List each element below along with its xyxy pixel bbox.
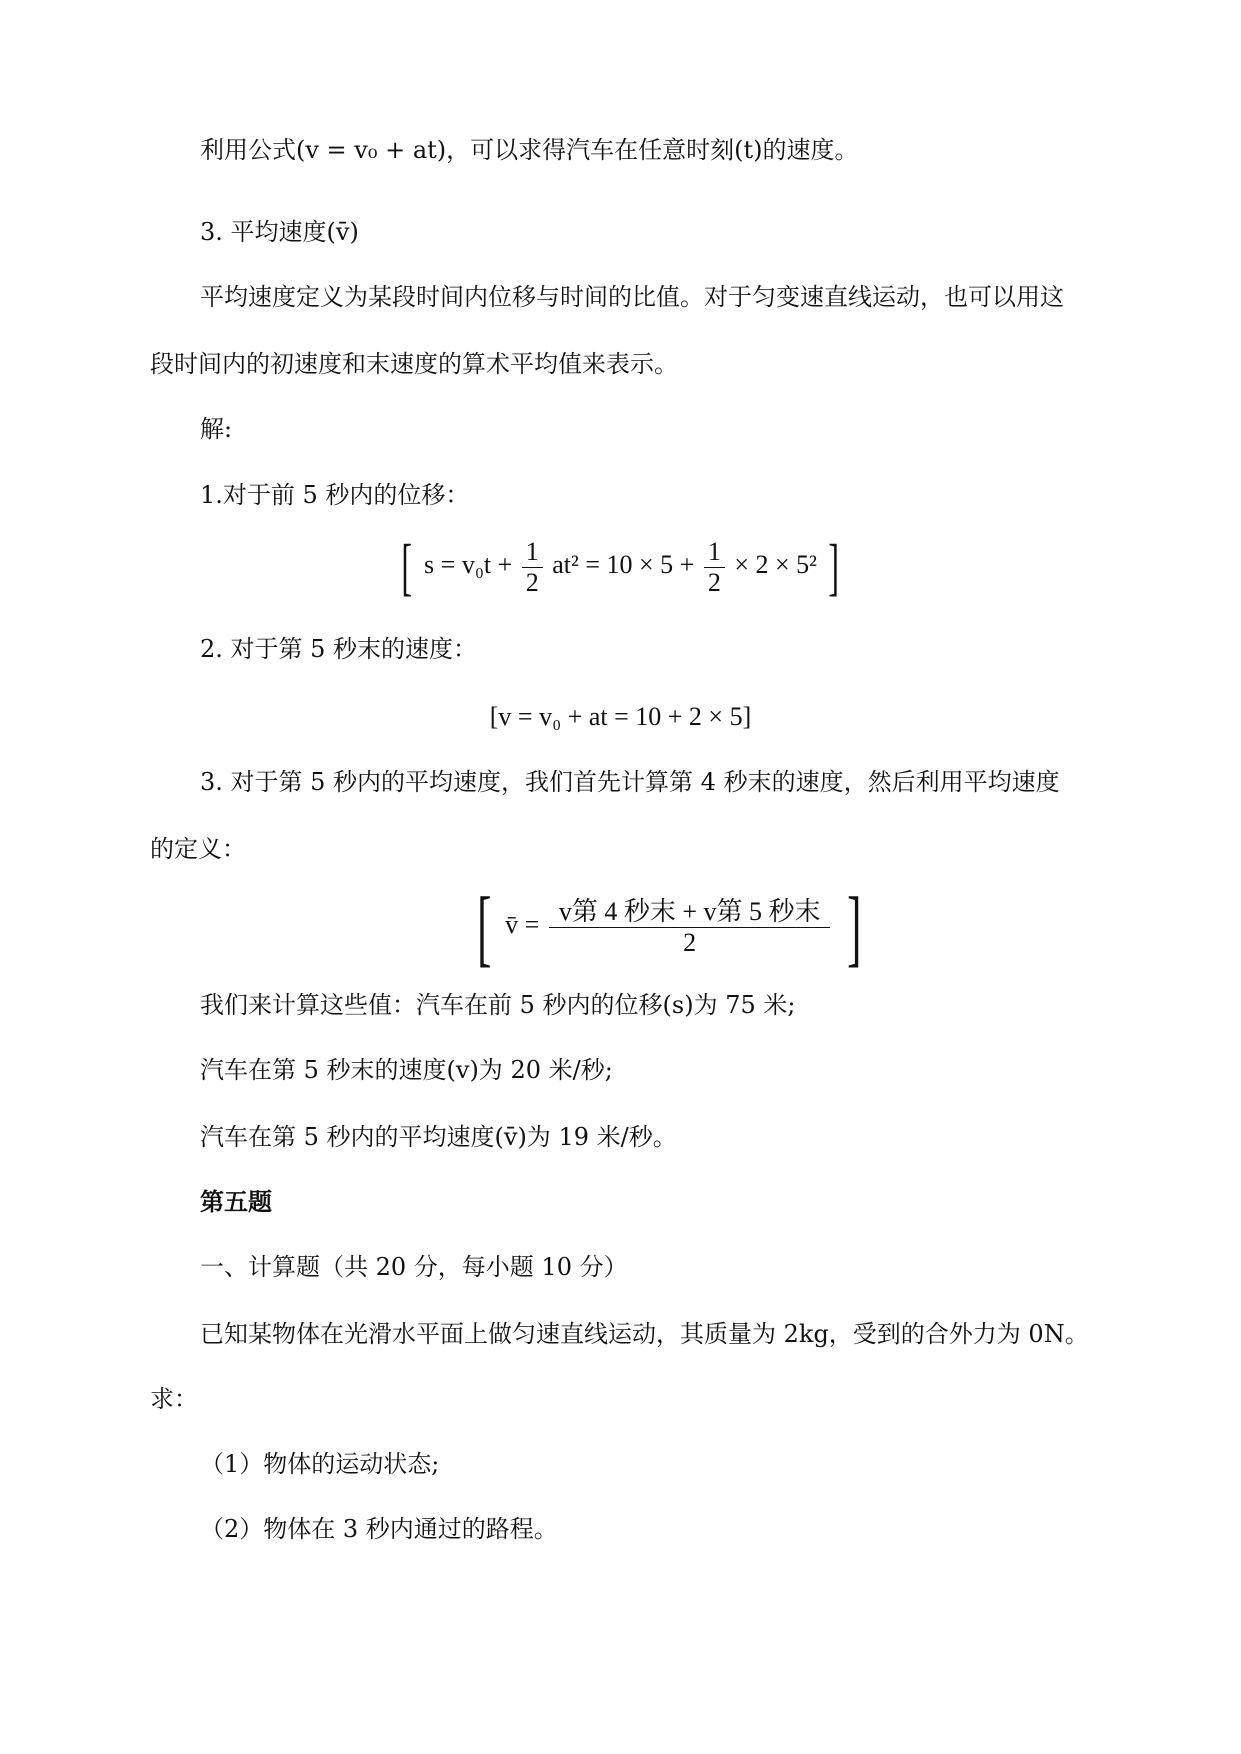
section-title-question-5: 第五题 bbox=[200, 1188, 272, 1216]
result-velocity: 汽车在第 5 秒末的速度(v)为 20 米/秒; bbox=[200, 1056, 613, 1084]
equation-velocity: [v = v₀ + at = 10 + 2 × 5] bbox=[489, 702, 752, 731]
question-item-1: （1）物体的运动状态; bbox=[200, 1450, 440, 1478]
paragraph-definition-line2: 段时间内的初速度和末速度的算术平均值来表示。 bbox=[150, 350, 678, 378]
paragraph-formula-velocity: 利用公式(v = v₀ + at)，可以求得汽车在任意时刻(t)的速度。 bbox=[200, 136, 859, 164]
section-heading-calculation: 一、计算题（共 20 分，每小题 10 分） bbox=[200, 1253, 628, 1281]
problem-statement-line2: 求： bbox=[150, 1385, 198, 1413]
eq1-right: × 2 × 5² bbox=[734, 550, 817, 579]
result-displacement: 我们来计算这些值：汽车在前 5 秒内的位移(s)为 75 米; bbox=[200, 991, 796, 1019]
solution-label: 解: bbox=[200, 415, 233, 443]
heading-average-velocity: 3. 平均速度(v̄) bbox=[200, 218, 359, 246]
step-3-line2: 的定义： bbox=[150, 835, 246, 863]
eq3-fraction: $\frac{\text{v第 4 秒末 + v第 5 秒末}}{2}$ bbox=[549, 897, 831, 958]
eq1-fraction-2: $\frac{1}{2}$ bbox=[704, 537, 725, 598]
problem-statement-line1: 已知某物体在光滑水平面上做匀速直线运动，其质量为 2kg，受到的合外力为 0N。 bbox=[200, 1320, 1089, 1348]
equation-displacement: [ s = v₀t + $\frac{1}{2}$ at² = 10 × 5 + $\frac{1}{2}$ × 2 × 5² ] bbox=[401, 531, 840, 603]
equation-average-velocity: [ v̄ = $\frac{\text{v第 4 秒末 + v第 5 秒末}}{2}$ ] bbox=[477, 879, 862, 976]
eq1-mid: at² = 10 × 5 + bbox=[552, 550, 695, 579]
step-3-line1: 3. 对于第 5 秒内的平均速度，我们首先计算第 4 秒末的速度，然后利用平均速度 bbox=[200, 768, 1060, 796]
eq1-left: s = v₀t + bbox=[424, 550, 513, 579]
result-average-velocity: 汽车在第 5 秒内的平均速度(v̄)为 19 米/秒。 bbox=[200, 1123, 677, 1151]
eq1-fraction: $\frac{1}{2}$ bbox=[522, 537, 543, 598]
paragraph-definition-line1: 平均速度定义为某段时间内位移与时间的比值。对于匀变速直线运动，也可以用这 bbox=[200, 283, 1064, 311]
step-2-label: 2. 对于第 5 秒末的速度： bbox=[200, 635, 478, 663]
question-item-2: （2）物体在 3 秒内通过的路程。 bbox=[200, 1515, 558, 1543]
eq3-lhs: v̄ = bbox=[505, 910, 540, 939]
step-1-label: 1.对于前 5 秒内的位移： bbox=[200, 481, 470, 509]
